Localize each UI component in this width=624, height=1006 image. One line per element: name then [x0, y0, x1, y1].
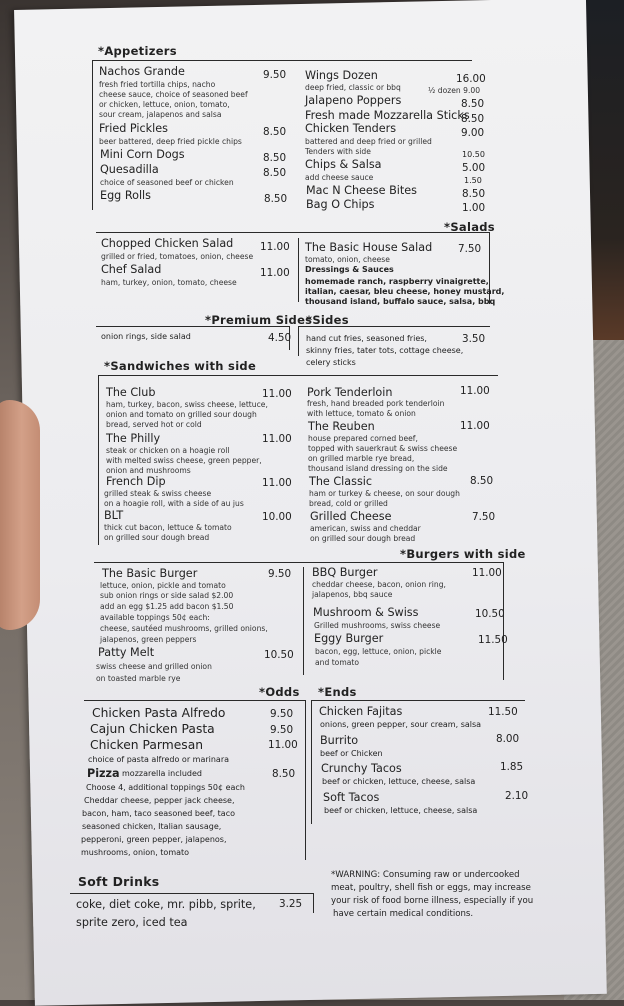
sides-title: *Sides — [306, 313, 349, 327]
item-desc: swiss cheese and grilled onion — [96, 662, 212, 671]
item-price: 8.50 — [272, 768, 296, 780]
warning-line: *WARNING: Consuming raw or undercooked — [331, 870, 520, 880]
item-name: Chicken Parmesan — [90, 738, 204, 752]
item-desc: beef or Chicken — [320, 749, 383, 758]
item-desc: on grilled sour dough bread — [104, 533, 210, 542]
item-name: Jalapeno Poppers — [305, 94, 402, 107]
item-desc: onions, green pepper, sour cream, salsa — [320, 720, 482, 729]
item-name: Chicken Tenders — [305, 122, 397, 135]
item-price: 2.10 — [505, 790, 529, 802]
appetizers-left-rule — [92, 60, 93, 210]
premium-sides-rule — [96, 326, 290, 327]
burgers-right-rule — [503, 562, 504, 680]
item-price: 9.50 — [270, 708, 294, 720]
item-sub: mozzarella included — [122, 769, 202, 778]
item-price: 11.00 — [260, 241, 290, 253]
soft-drinks-right-rule — [313, 893, 314, 913]
item-desc: Choose 4, additional toppings 50¢ each — [86, 783, 245, 792]
item-desc: Grilled mushrooms, swiss cheese — [314, 621, 441, 630]
item-name: Chips & Salsa — [305, 158, 382, 171]
appetizers-title: *Appetizers — [98, 44, 177, 58]
item-name: Pizza — [87, 767, 120, 780]
item-price: 8.50 — [264, 193, 288, 205]
sides-line: hand cut fries, seasoned fries, — [306, 334, 427, 343]
premium-sides-text: onion rings, side salad — [101, 332, 191, 341]
item-price: 11.00 — [260, 267, 290, 279]
item-desc: bacon, egg, lettuce, onion, pickle — [315, 647, 442, 656]
item-desc: choice of seasoned beef or chicken — [100, 178, 234, 187]
sides-left-rule — [298, 326, 299, 356]
sides-line: skinny fries, tater tots, cottage cheese, — [306, 346, 464, 355]
item-desc: lettuce, onion, pickle and tomato — [100, 581, 226, 590]
item-desc: cheddar cheese, bacon, onion ring, — [312, 580, 446, 589]
item-name: The Classic — [309, 475, 373, 488]
soft-drinks-rule — [70, 893, 314, 894]
item-name: The Basic Burger — [102, 567, 198, 580]
item-desc: ham, turkey, onion, tomato, cheese — [101, 278, 237, 287]
item-name: Grilled Cheese — [310, 510, 392, 523]
salads-title: *Salads — [444, 220, 495, 234]
soft-drinks-line: sprite zero, iced tea — [76, 916, 188, 929]
item-name: Wings Dozen — [305, 69, 378, 82]
soft-drinks-price: 3.25 — [279, 898, 303, 910]
item-desc: cheese sauce, choice of seasoned beef — [99, 90, 248, 99]
item-price: 9.50 — [268, 568, 292, 580]
item-desc: seasoned chicken, Italian sausage, — [82, 822, 222, 831]
item-price: 9.50 — [263, 69, 287, 81]
item-name: Pork Tenderloin — [307, 386, 393, 399]
ends-title: *Ends — [318, 685, 357, 699]
item-desc: beer battered, deep fried pickle chips — [99, 137, 242, 146]
item-desc: on grilled marble rye bread, — [308, 454, 415, 463]
item-price: 8.50 — [263, 126, 287, 138]
item-desc: battered and deep fried or grilled — [305, 137, 432, 146]
item-desc: and tomato — [315, 658, 359, 667]
soft-drinks-line: coke, diet coke, mr. pibb, sprite, — [76, 898, 256, 911]
item-name: Chef Salad — [101, 263, 162, 276]
dressings-line: homemade ranch, raspberry vinaigrette, — [305, 277, 489, 286]
sandwiches-title: *Sandwiches with side — [104, 359, 257, 373]
soft-drinks-title: Soft Drinks — [78, 874, 160, 889]
item-name: Crunchy Tacos — [321, 762, 402, 775]
item-name: Mac N Cheese Bites — [306, 184, 417, 197]
odds-right-rule — [305, 700, 306, 860]
item-price: 11.00 — [472, 567, 502, 579]
premium-sides-title: *Premium Sides — [205, 313, 313, 327]
item-desc: on grilled sour dough bread — [310, 534, 416, 543]
item-desc: bread, served hot or cold — [106, 420, 202, 429]
salads-top-rule — [96, 232, 490, 233]
item-desc: available toppings 50¢ each: — [100, 613, 210, 622]
item-price: 16.00 — [456, 73, 486, 85]
sides-line: celery sticks — [306, 358, 356, 367]
item-price: 7.50 — [458, 243, 482, 255]
item-price: 8.00 — [496, 733, 520, 745]
item-name: Chicken Fajitas — [319, 705, 403, 718]
item-price: 8.50 — [263, 167, 287, 179]
item-desc: sub onion rings or side salad $2.00 — [100, 591, 234, 600]
item-price: 11.00 — [262, 477, 292, 489]
item-name: Mini Corn Dogs — [100, 148, 185, 161]
item-name: Patty Melt — [98, 646, 155, 659]
item-price: 8.50 — [461, 113, 485, 125]
item-price: 9.50 — [270, 724, 294, 736]
item-desc: thick cut bacon, lettuce & tomato — [104, 523, 232, 532]
item-price: 10.50 — [462, 150, 485, 159]
item-price: 11.00 — [262, 388, 292, 400]
item-price: 11.00 — [262, 433, 292, 445]
item-price: 11.00 — [460, 385, 490, 397]
odds-top-rule — [84, 700, 306, 701]
item-price: 10.50 — [475, 608, 505, 620]
item-sub-price: 1.50 — [464, 176, 482, 185]
sides-rule — [298, 326, 490, 327]
item-name: Chicken Pasta Alfredo — [92, 706, 226, 720]
item-price: 5.00 — [462, 162, 486, 174]
item-name: Tenders with side — [305, 147, 371, 156]
item-name: The Reuben — [308, 420, 375, 433]
item-desc: jalapenos, bbq sauce — [312, 590, 393, 599]
item-name: Egg Rolls — [100, 189, 151, 202]
burgers-title: *Burgers with side — [400, 547, 526, 561]
item-desc: with lettuce, tomato & onion — [307, 409, 416, 418]
odds-title: *Odds — [259, 685, 300, 699]
sandwiches-left-rule — [98, 375, 99, 545]
sides-price: 3.50 — [462, 333, 486, 345]
item-name: Bag O Chips — [306, 198, 375, 211]
item-desc: fresh fried tortilla chips, nacho — [99, 80, 216, 89]
item-name: Cajun Chicken Pasta — [90, 722, 215, 736]
item-price: 8.50 — [461, 98, 485, 110]
item-desc: jalapenos, green peppers — [100, 635, 197, 644]
item-desc: deep fried, classic or bbq — [305, 83, 401, 92]
burgers-top-rule — [94, 562, 504, 563]
item-name: Soft Tacos — [323, 791, 380, 804]
item-desc: onion and mushrooms — [106, 466, 191, 475]
item-desc: add cheese sauce — [305, 173, 374, 182]
item-desc: on toasted marble rye — [96, 674, 181, 683]
item-name: BBQ Burger — [312, 566, 378, 579]
item-desc: Cheddar cheese, pepper jack cheese, — [84, 796, 235, 805]
item-price: 8.50 — [263, 152, 287, 164]
item-desc: cheese, sautéed mushrooms, grilled onions, — [100, 624, 268, 633]
item-desc: beef or chicken, lettuce, cheese, salsa — [322, 777, 476, 786]
item-desc: grilled steak & swiss cheese — [104, 489, 212, 498]
item-desc: add an egg $1.25 add bacon $1.50 — [100, 602, 234, 611]
item-name: Fried Pickles — [99, 122, 168, 135]
item-name: Mushroom & Swiss — [313, 606, 419, 619]
item-name: The Basic House Salad — [305, 241, 433, 254]
item-desc: choice of pasta alfredo or marinara — [88, 755, 230, 764]
ends-left-rule — [311, 700, 312, 824]
item-desc: ham, turkey, bacon, swiss cheese, lettuce, — [106, 400, 268, 409]
item-name: The Philly — [106, 432, 161, 445]
item-desc: sour cream, jalapenos and salsa — [99, 110, 222, 119]
item-price: 11.50 — [478, 634, 508, 646]
dressings-line: thousand island, buffalo sauce, salsa, bbq — [305, 297, 496, 306]
item-name: BLT — [104, 509, 124, 522]
item-desc: fresh, hand breaded pork tenderloin — [307, 399, 445, 408]
item-desc: or chicken, lettuce, onion, tomato, — [99, 100, 230, 109]
item-desc: pepperoni, green pepper, jalapenos, — [81, 835, 227, 844]
item-sub-price: ½ dozen 9.00 — [428, 86, 481, 95]
item-desc: topped with sauerkraut & swiss cheese — [308, 444, 458, 453]
item-price: 11.00 — [268, 739, 298, 751]
item-name: Eggy Burger — [314, 632, 384, 645]
item-price: 8.50 — [462, 188, 486, 200]
item-price: 10.50 — [264, 649, 294, 661]
item-name: French Dip — [106, 475, 166, 488]
item-desc: bread, cold or grilled — [309, 499, 388, 508]
appetizers-top-rule — [92, 60, 472, 61]
item-desc: bacon, ham, taco seasoned beef, taco — [82, 809, 235, 818]
item-desc: mushrooms, onion, tomato — [81, 848, 190, 857]
item-price: 9.00 — [461, 127, 485, 139]
item-desc: steak or chicken on a hoagie roll — [106, 446, 230, 455]
item-name: Quesadilla — [100, 163, 159, 176]
item-desc: thousand island dressing on the side — [308, 464, 448, 473]
item-desc: house prepared corned beef, — [308, 434, 418, 443]
dressings-title: Dressings & Sauces — [305, 265, 394, 274]
item-name: Chopped Chicken Salad — [101, 237, 234, 250]
item-desc: grilled or fried, tomatoes, onion, cheese — [101, 252, 254, 261]
item-name: The Club — [106, 386, 156, 399]
item-name: Nachos Grande — [99, 65, 185, 78]
item-desc: on a hoagie roll, with a side of au jus — [104, 499, 244, 508]
item-price: 1.00 — [462, 202, 486, 214]
warning-line: meat, poultry, shell fish or eggs, may increase — [331, 883, 531, 893]
sandwiches-top-rule — [98, 375, 498, 376]
ends-top-rule — [311, 700, 525, 701]
item-price: 8.50 — [470, 475, 494, 487]
warning-line: have certain medical conditions. — [333, 909, 474, 919]
item-price: 11.00 — [460, 420, 490, 432]
item-price: 7.50 — [472, 511, 496, 523]
item-desc: beef or chicken, lettuce, cheese, salsa — [324, 806, 478, 815]
item-name: Fresh made Mozzarella Sticks — [305, 109, 470, 122]
dressings-line: italian, caesar, bleu cheese, honey mustard, — [305, 287, 505, 296]
item-price: 1.85 — [500, 761, 524, 773]
warning-line: your risk of food borne illness, especially if you — [331, 896, 534, 906]
item-name: Burrito — [320, 734, 359, 747]
item-desc: american, swiss and cheddar — [310, 524, 421, 533]
premium-sides-price: 4.50 — [268, 332, 292, 344]
burgers-divider — [303, 567, 304, 675]
item-desc: onion and tomato on grilled sour dough — [106, 410, 257, 419]
item-price: 11.50 — [488, 706, 518, 718]
item-desc: ham or turkey & cheese, on sour dough — [309, 489, 460, 498]
item-desc: tomato, onion, cheese — [305, 255, 390, 264]
item-price: 10.00 — [262, 511, 292, 523]
salads-divider — [298, 238, 299, 302]
item-desc: with melted swiss cheese, green pepper, — [106, 456, 262, 465]
